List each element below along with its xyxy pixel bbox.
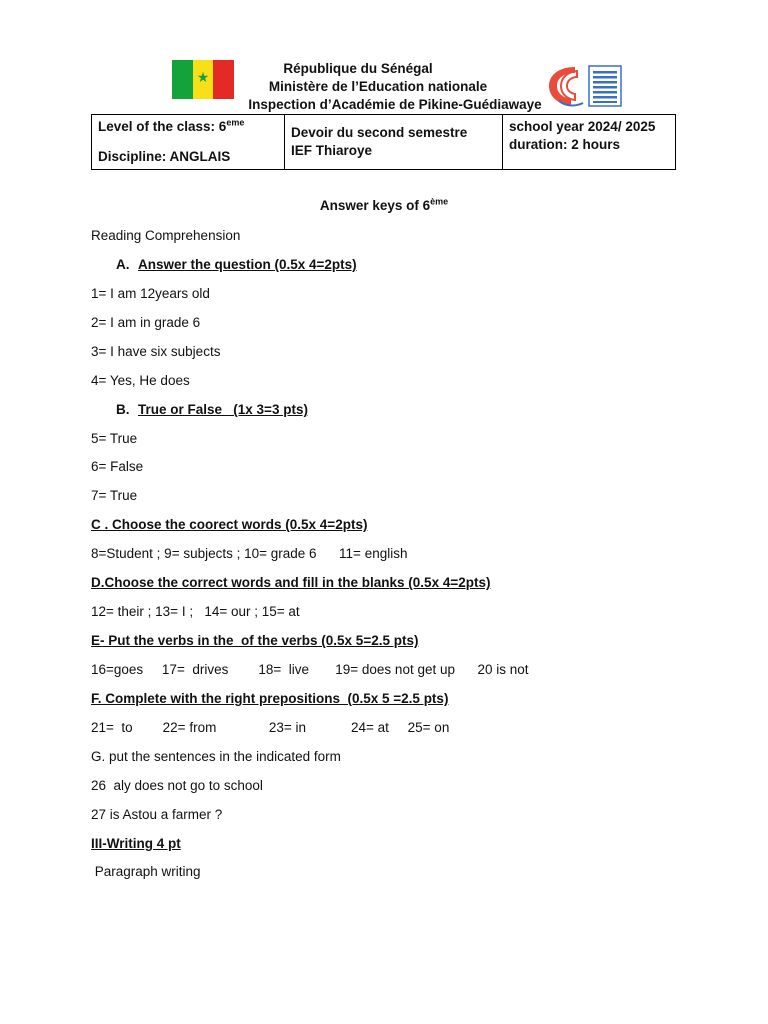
exam-info-table bbox=[91, 114, 676, 170]
school-year-cell bbox=[503, 115, 676, 170]
answer-2: 2= I am in grade 6 bbox=[91, 315, 201, 330]
answer-1: 1= I am 12years old bbox=[91, 286, 210, 301]
section-e-heading: E- Put the verbs in the of the verbs (0.5x 5=2.5 pts) bbox=[91, 633, 419, 648]
answer-3: 3= I have six subjects bbox=[91, 344, 221, 359]
reading-comprehension-heading: Reading Comprehension bbox=[91, 228, 241, 243]
writing-heading: III-Writing 4 pt bbox=[91, 836, 181, 851]
paragraph-writing: Paragraph writing bbox=[91, 864, 201, 879]
header-inspection: Inspection d’Académie de Pikine-Guédiawaye bbox=[248, 97, 542, 112]
answer-keys-title: Answer keys of 6ème bbox=[319, 196, 449, 213]
answer-27: 27 is Astou a farmer ? bbox=[91, 807, 223, 822]
answer-6: 6= False bbox=[91, 459, 144, 474]
discipline: Discipline: ANGLAIS bbox=[98, 149, 231, 164]
answers-f: 21= to 22= from 23= in 24= at 25= on bbox=[91, 720, 450, 735]
section-a-heading: A. Answer the question (0.5x 4=2pts) bbox=[116, 257, 357, 272]
class-level: Level of the class: 6eme bbox=[98, 117, 245, 134]
inspection-logo bbox=[545, 63, 623, 108]
star-icon: ★ bbox=[196, 69, 210, 85]
duration: duration: 2 hours bbox=[509, 137, 620, 152]
answer-26: 26 aly does not go to school bbox=[91, 778, 263, 793]
answers-e: 16=goes 17= drives 18= live 19= does not get up 20 is not bbox=[91, 662, 529, 677]
answers-d: 12= their ; 13= I ; 14= our ; 15= at bbox=[91, 604, 300, 619]
header-ministry: Ministère de l’Education nationale bbox=[268, 79, 488, 94]
ief-name: IEF Thiaroye bbox=[291, 143, 373, 158]
answer-5: 5= True bbox=[91, 431, 138, 446]
answer-4: 4= Yes, He does bbox=[91, 373, 190, 388]
section-c-heading: C . Choose the coorect words (0.5x 4=2pts) bbox=[91, 517, 368, 532]
section-b-heading: B. True or False (1x 3=3 pts) bbox=[116, 402, 308, 417]
answer-7: 7= True bbox=[91, 488, 138, 503]
section-d-heading: D.Choose the correct words and fill in the blanks (0.5x 4=2pts) bbox=[91, 575, 491, 590]
answers-c: 8=Student ; 9= subjects ; 10= grade 6 11= english bbox=[91, 546, 408, 561]
school-year: school year 2024/ 2025 bbox=[509, 119, 656, 134]
header-republic: République du Sénégal bbox=[283, 61, 433, 76]
devoir-cell bbox=[285, 115, 503, 170]
section-g-heading: G. put the sentences in the indicated form bbox=[91, 749, 341, 764]
class-info-cell bbox=[92, 115, 285, 170]
section-f-heading: F. Complete with the right prepositions (0.5x 5 =2.5 pts) bbox=[91, 691, 449, 706]
devoir-title: Devoir du second semestre bbox=[291, 125, 468, 140]
